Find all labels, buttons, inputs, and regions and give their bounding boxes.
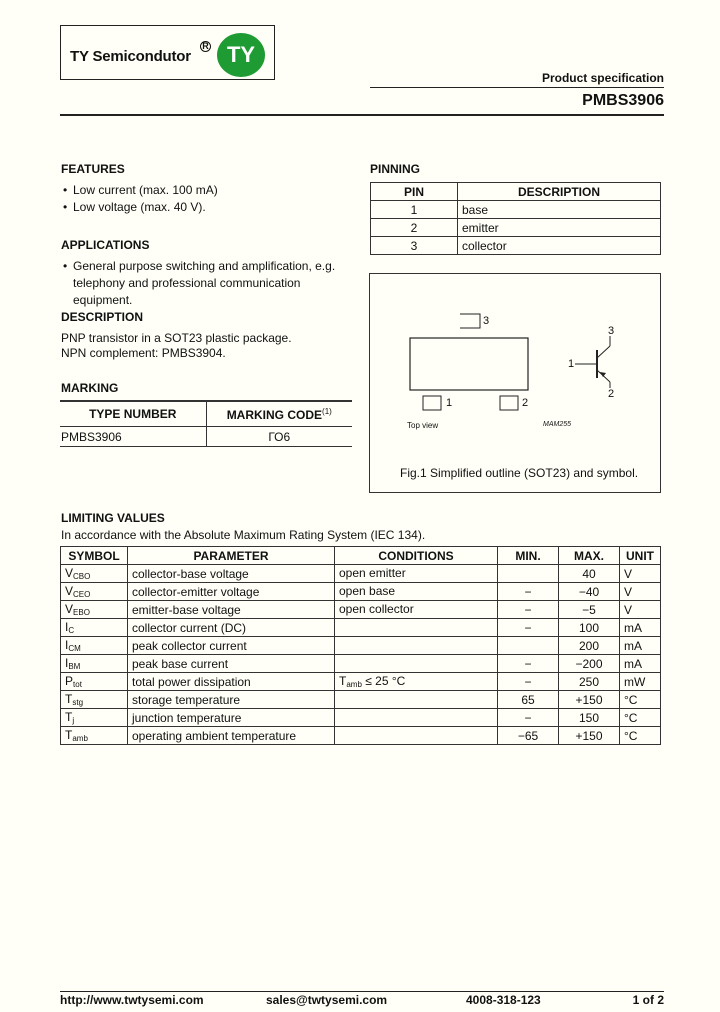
symbol-cell [61,691,128,709]
conditions-cell [335,565,498,583]
symbol-letter: I [65,656,69,670]
table-row [60,427,352,447]
list-item: • Low current (max. 100 mA) [61,182,351,199]
symbol-letter: T [65,692,73,706]
registered-mark-icon: R [200,41,211,52]
symbol-letter: I [65,638,69,652]
pin-3-label: 3 [483,315,490,327]
unit-cell: V [620,583,661,601]
sot23-outline-diagram [370,274,660,492]
emitter-arrow-icon [600,372,606,377]
min-cell [498,637,559,655]
conditions-cell [335,583,498,601]
footnote-marker: (1) [322,406,332,416]
col-header-symbol: SYMBOL [61,547,128,565]
symbol-subscript: C [68,626,75,635]
symbol-pin-3-label: 3 [608,325,615,337]
symbol-letter: V [65,566,74,580]
symbol-subscript: BM [68,662,81,671]
parameter-cell: total power dissipation [128,673,335,691]
table-cell: PMBS3906 [60,427,206,447]
symbol-cell [61,727,128,745]
marking-header-code-label: MARKING CODE [226,407,323,422]
max-cell: −200 [559,655,620,673]
unit-cell: mW [620,673,661,691]
symbol-letter: P [65,674,74,688]
conditions-cell [335,637,498,655]
parameter-cell: collector current (DC) [128,619,335,637]
description-text: PNP transistor in a SOT23 plastic package. [61,331,292,345]
symbol-letter: T [65,710,73,724]
figure-code: MAM255 [543,421,572,428]
symbol-cell [61,673,128,691]
footer-email[interactable]: sales@twtysemi.com [266,993,388,1007]
table-cell: ГО6 [206,427,352,447]
condition-text: open collector [339,602,414,616]
table-row [61,691,661,709]
company-name: TY Semicondutor [70,48,191,65]
marking-header-type: TYPE NUMBER [60,401,206,427]
symbol-subscript: CBO [73,572,91,581]
footer-rule [60,991,664,992]
header-rule [60,114,664,116]
unit-cell: V [620,601,661,619]
symbol-cell [61,565,128,583]
page-number: 1 of 2 [632,993,664,1007]
symbol-pin-1-label: 1 [568,358,575,370]
symbol-letter: I [65,620,69,634]
unit-cell: °C [620,691,661,709]
unit-cell: °C [620,709,661,727]
table-cell: 3 [371,237,458,255]
table-cell: 1 [371,201,458,219]
table-row [61,637,661,655]
min-cell: − [498,601,559,619]
features-list [61,182,351,216]
parameter-cell: operating ambient temperature [128,727,335,745]
description-heading: DESCRIPTION [61,310,144,324]
part-number: PMBS3906 [582,92,664,109]
table-row [371,237,661,255]
symbol-subscript: CM [68,644,81,653]
col-header-max: MAX. [559,547,620,565]
limiting-values-table [60,546,661,745]
table-cell: 2 [371,219,458,237]
min-cell: − [498,655,559,673]
conditions-cell [335,709,498,727]
condition-subscript: amb [346,680,362,689]
parameter-cell: storage temperature [128,691,335,709]
symbol-letter: T [65,728,73,742]
unit-cell: mA [620,655,661,673]
conditions-cell [335,727,498,745]
col-header-min: MIN. [498,547,559,565]
conditions-cell [335,655,498,673]
condition-text: open emitter [339,566,406,580]
table-row [61,601,661,619]
pin-1-label: 1 [446,397,453,409]
max-cell: 200 [559,637,620,655]
symbol-subscript: amb [72,734,88,743]
pin-3-lead [460,314,480,328]
min-cell: −65 [498,727,559,745]
pin-1-lead [423,396,441,410]
table-row [61,565,661,583]
min-cell: − [498,709,559,727]
min-cell: − [498,673,559,691]
features-heading: FEATURES [61,162,125,176]
max-cell: +150 [559,691,620,709]
conditions-cell [335,673,498,691]
symbol-pin-2-label: 2 [608,388,615,400]
conditions-cell [335,619,498,637]
figure-caption: Fig.1 Simplified outline (SOT23) and symbol. [400,466,639,480]
table-row [371,219,661,237]
unit-cell: °C [620,727,661,745]
footer-url[interactable]: http://www.twtysemi.com [60,993,204,1007]
list-item: • General purpose switching and amplification, e.g. telephony and professional communication equipment. [61,258,353,309]
package-body [410,338,528,390]
description-complement: NPN complement: PMBS3904. [61,346,226,360]
pinning-heading: PINNING [370,162,421,176]
max-cell: −40 [559,583,620,601]
unit-cell: V [620,565,661,583]
table-row [61,709,661,727]
symbol-subscript: tot [73,680,82,689]
max-cell: 40 [559,565,620,583]
symbol-cell [61,655,128,673]
table-cell: emitter [458,219,661,237]
min-cell [498,565,559,583]
top-view-label: Top view [407,421,439,430]
parameter-cell: junction temperature [128,709,335,727]
max-cell: 150 [559,709,620,727]
footer-phone: 4008-318-123 [466,993,541,1007]
symbol-subscript: CEO [73,590,91,599]
min-cell: 65 [498,691,559,709]
document-type: Product specification [541,71,664,85]
company-logo-badge: TY [217,33,265,77]
parameter-cell: peak collector current [128,637,335,655]
col-header-parameter: PARAMETER [128,547,335,565]
marking-table [60,400,352,447]
pin-2-label: 2 [522,397,529,409]
applications-heading: APPLICATIONS [61,238,150,252]
symbol-subscript: EBO [73,608,90,617]
table-row [61,583,661,601]
table-row [61,673,661,691]
max-cell: +150 [559,727,620,745]
min-cell: − [498,583,559,601]
list-item: • Low voltage (max. 40 V). [61,199,351,216]
pin-2-lead [500,396,518,410]
parameter-cell: emitter-base voltage [128,601,335,619]
marking-header-code [206,401,352,427]
col-header-unit: UNIT [620,547,661,565]
symbol-cell [61,709,128,727]
collector-line [597,346,610,358]
condition-text: open base [339,584,396,598]
figure-frame [369,273,661,493]
unit-cell: mA [620,637,661,655]
symbol-subscript: j [72,716,75,725]
max-cell: −5 [559,601,620,619]
table-cell: collector [458,237,661,255]
symbol-letter: V [65,584,74,598]
pinning-table [370,182,661,255]
table-cell: base [458,201,661,219]
symbol-cell [61,601,128,619]
symbol-letter: V [65,602,74,616]
condition-tail: ≤ 25 °C [361,674,406,688]
table-row [61,727,661,745]
applications-list [61,258,353,309]
table-row [61,619,661,637]
parameter-cell: peak base current [128,655,335,673]
marking-heading: MARKING [61,381,119,395]
table-row [61,655,661,673]
col-header-conditions: CONDITIONS [335,547,498,565]
pin-header: PIN [371,183,458,201]
max-cell: 100 [559,619,620,637]
unit-cell: mA [620,619,661,637]
limiting-values-body [61,565,661,745]
pin-description-header: DESCRIPTION [458,183,661,201]
limiting-values-heading: LIMITING VALUES [61,511,165,525]
symbol-cell [61,637,128,655]
min-cell: − [498,619,559,637]
table-row [371,201,661,219]
limiting-values-subtitle: In accordance with the Absolute Maximum Rating System (IEC 134). [61,528,426,542]
parameter-cell: collector-base voltage [128,565,335,583]
conditions-cell [335,691,498,709]
condition-text: T [339,674,347,688]
header-divider [370,87,664,88]
symbol-cell [61,583,128,601]
conditions-cell [335,601,498,619]
symbol-subscript: stg [72,698,84,707]
symbol-cell [61,619,128,637]
max-cell: 250 [559,673,620,691]
parameter-cell: collector-emitter voltage [128,583,335,601]
